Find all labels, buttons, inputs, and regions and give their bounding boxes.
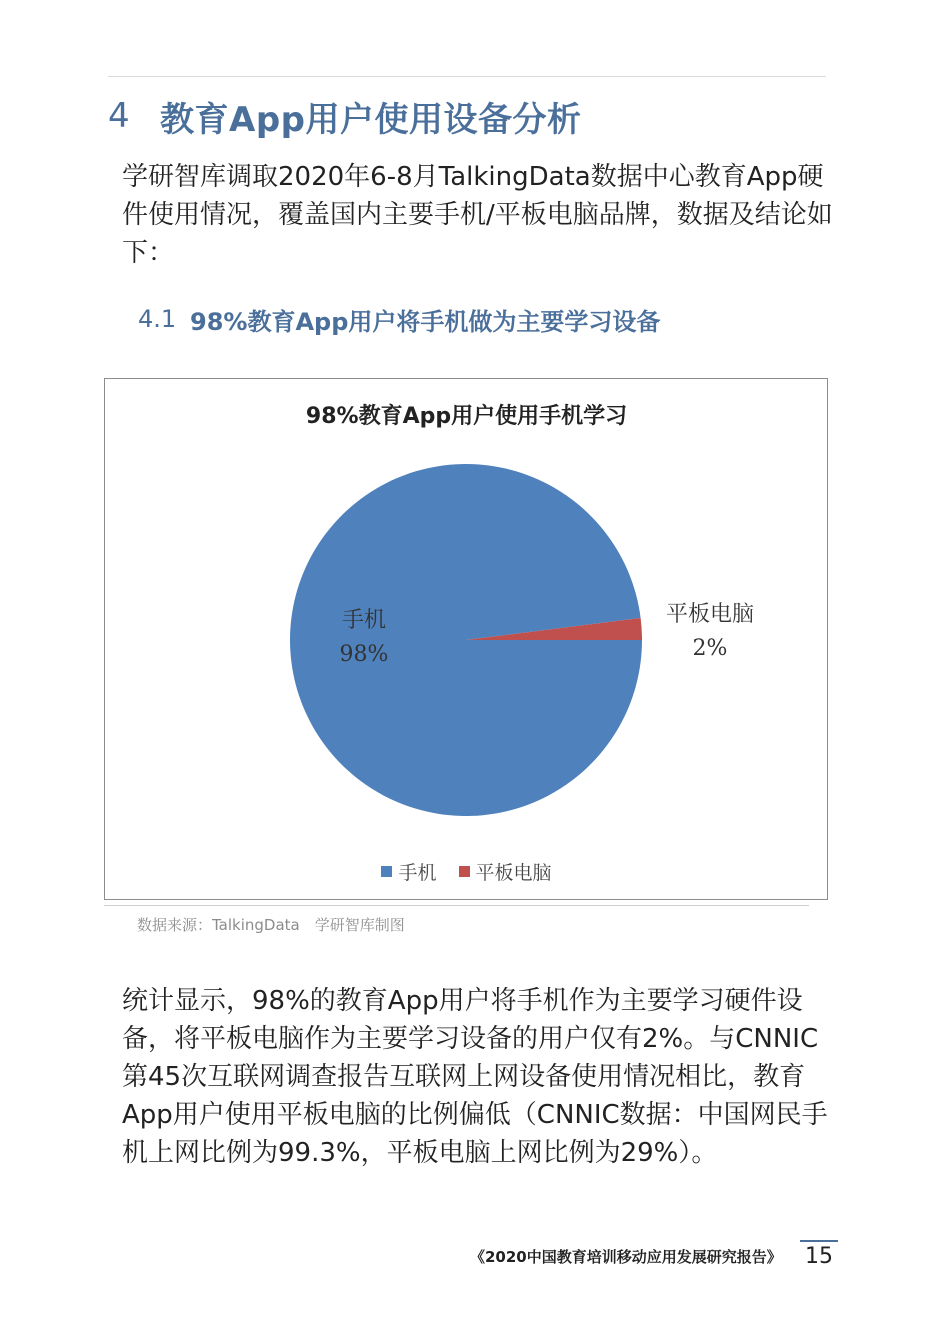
legend-label-tablet: 平板电脑 [475,862,552,884]
section-title: 教育App用户使用设备分析 [160,99,582,140]
slice-value-tablet: 2% [692,636,728,661]
legend-swatch-phone [381,866,392,877]
section-number: 4 [108,96,130,136]
legend-item-phone [381,858,436,885]
page-number: 15 [805,1244,833,1269]
caption-rule [104,905,809,906]
body-paragraph: 统计显示，98%的教育App用户将手机作为主要学习硬件设备，将平板电脑作为主要学习设备的用户仅有2%。与CNNIC第45次互联网调查报告互联网上网设备使用情况相比，教育App用户使用平板电脑的比例偏低（CNNIC数据：中国网民手机上网比例为99.3%，平板电脑上网比例为29%）。 [122,986,828,1168]
legend-swatch-tablet [459,866,470,877]
page-number-rule [800,1240,838,1242]
legend-label-phone: 手机 [398,862,437,884]
slice-label-phone [312,604,416,672]
subsection-title: 98%教育App用户将手机做为主要学习设备 [190,307,661,336]
slice-label-tablet [650,598,770,666]
slice-category-tablet: 平板电脑 [665,602,754,627]
chart-legend [0,858,933,885]
subsection-number: 4.1 [138,305,177,333]
slice-category-phone: 手机 [341,608,386,633]
chart-title: 98%教育App用户使用手机学习 [305,404,628,429]
slice-value-phone: 98% [339,642,389,667]
footer-report-title: 《2020中国教育培训移动应用发展研究报告》 [470,1248,782,1266]
legend-item-tablet [459,858,552,885]
intro-paragraph: 学研智库调取2020年6-8月TalkingData数据中心教育App硬件使用情况，覆盖国内主要手机/平板电脑品牌，数据及结论如下： [122,162,833,268]
source-note: 数据来源：TalkingData 学研智库制图 [137,916,405,934]
